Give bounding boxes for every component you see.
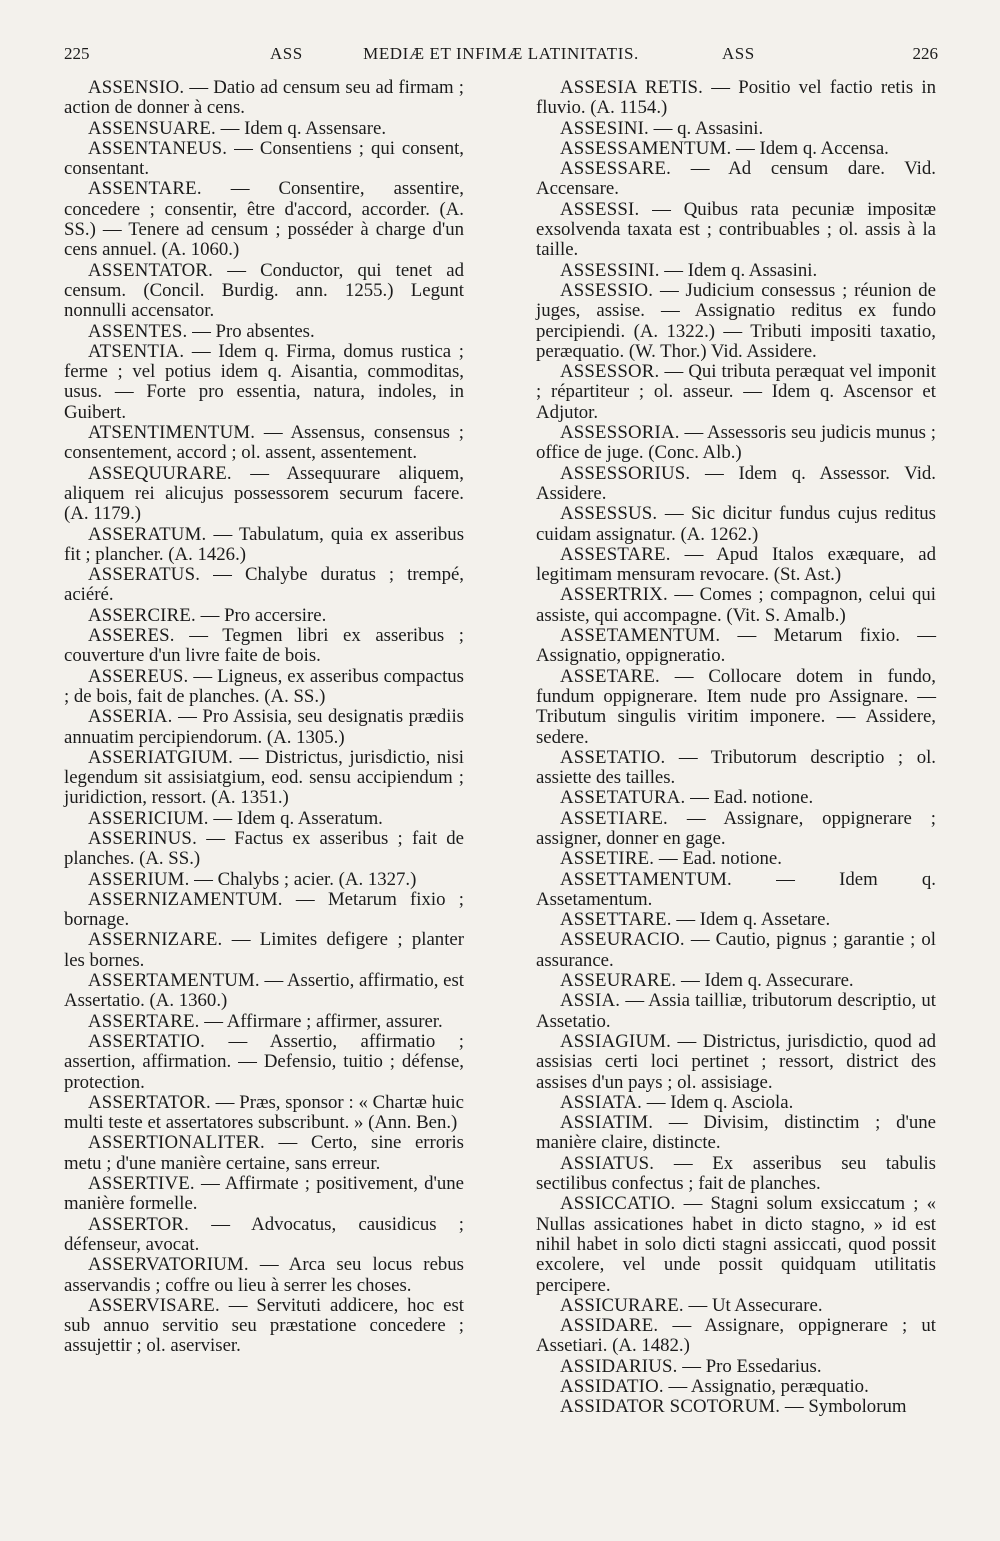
dictionary-entry — [536, 261, 936, 281]
entry-headword: ASSENTARE. — [88, 178, 202, 200]
entry-headword: ASSEQUURARE. — [88, 462, 232, 484]
dictionary-entry — [536, 930, 936, 971]
entry-headword: ASSIDATIO. — [560, 1376, 664, 1397]
entry-definition: — Ligneus, ex asseribus compactus ; de bois, fait de planches. (A. SS.) — [64, 665, 464, 707]
entry-definition: — Assia tailliæ, tributorum descriptio, ut Assetatio. — [536, 990, 936, 1032]
entry-headword: ASSESSORIA. — [560, 422, 680, 444]
entry-headword: ASSICURARE. — [560, 1294, 684, 1316]
entry-headword: ASSETTARE. — [560, 909, 672, 931]
entry-headword: ASSERIA. — [88, 706, 173, 728]
entry-headword: ATSENTIMENTUM. — [88, 422, 256, 444]
dictionary-entry — [64, 930, 464, 971]
entry-definition: — Tegmen libri ex asseribus ; couverture d'un livre faite de bois. — [64, 625, 464, 667]
dictionary-entry — [536, 788, 936, 808]
page-number-right: 226 — [912, 44, 938, 63]
entry-definition: — Præs, sponsor : « Chartæ huic multi teste et assertatores subscribunt. » (Ann. Ben.) — [64, 1091, 464, 1134]
entry-definition: — Certo, sine erroris metu ; d'une manière certaine, sans erreur. — [64, 1132, 464, 1174]
entry-definition: — Cautio, pignus ; garantie ; ol assurance. — [536, 929, 936, 971]
entry-headword: ASSIATIM. — [560, 1112, 654, 1134]
entry-headword: ASSERNIZARE. — [88, 929, 223, 951]
guide-word-left: ASS — [270, 44, 303, 63]
entry-definition: — Idem q. Assetamentum. — [536, 868, 936, 910]
entry-definition: — Collocare dotem in fundo, fundum oppignerare. Item nude pro Assignare. — Tributum singulis viritim imponere. — Assidere, sedere. — [536, 665, 936, 748]
dictionary-entry — [64, 890, 464, 931]
dictionary-entry — [536, 119, 936, 139]
entry-definition: — Chalybs ; acier. (A. 1327.) — [189, 868, 417, 890]
dictionary-entry — [64, 1255, 464, 1296]
dictionary-entry — [536, 504, 936, 545]
entry-definition: — Divisim, distinctim ; d'une manière claire, distincte. — [536, 1112, 936, 1154]
entry-headword: ASSERIUM. — [88, 868, 190, 890]
dictionary-entry — [64, 707, 464, 748]
entry-definition: — Assessoris seu judicis munus ; office de juge. (Conc. Alb.) — [536, 422, 936, 464]
entry-headword: ASSESSI. — [560, 198, 640, 220]
dictionary-entry — [64, 179, 464, 260]
dictionary-entry — [536, 991, 936, 1032]
running-title: MEDIÆ ET INFIMÆ LATINITATIS. — [363, 44, 639, 63]
entry-headword: ASSERTIVE. — [88, 1173, 195, 1195]
dictionary-entry — [64, 606, 464, 626]
entry-headword: ASSERTRIX. — [560, 584, 668, 606]
entry-headword: ASSERINUS. — [88, 827, 197, 849]
dictionary-entry — [536, 1113, 936, 1154]
entry-headword: ASSERTARE. — [88, 1010, 200, 1032]
entry-headword: ASSETTAMENTUM. — [560, 868, 732, 890]
entry-headword: ASSERTATIO. — [88, 1030, 205, 1052]
dictionary-entry — [536, 748, 936, 789]
entry-definition: — Idem q. Assessor. Vid. Assidere. — [536, 462, 936, 504]
dictionary-entry — [64, 971, 464, 1012]
entry-definition: — q. Assasini. — [648, 117, 764, 139]
entry-headword: ASSERVISARE. — [88, 1294, 220, 1316]
entry-definition: — Symbolorum — [780, 1396, 907, 1418]
entry-headword: ASSETIRE. — [560, 848, 655, 870]
entry-definition: — Ead. notione. — [685, 787, 814, 809]
entry-definition: — Conductor, qui tenet ad censum. (Concil. Burdig. ann. 1255.) Legunt nonnulli accensator. — [64, 259, 464, 322]
entry-headword: ASSIAGIUM. — [560, 1030, 672, 1052]
entry-definition: — Judicium consessus ; réunion de juges, assise. — Assignatio reditus ex fundo percipiendi. (A. 1322.) — Tributi impositi taxatio, peræquatio. (W. Thor.) Vid. Assidere. — [536, 279, 936, 362]
dictionary-entry — [536, 1397, 936, 1417]
dictionary-entry — [536, 139, 936, 159]
entry-headword: ASSENSIO. — [88, 77, 185, 98]
dictionary-entry — [536, 362, 936, 423]
dictionary-entry — [64, 870, 464, 890]
entry-definition: — Idem q. Assecurare. — [676, 970, 854, 992]
entry-headword: ASSIATUS. — [560, 1152, 655, 1174]
dictionary-entry — [536, 667, 936, 748]
entry-definition: — Pro Essedarius. — [677, 1355, 822, 1377]
entry-definition: — Arca seu locus rebus asservandis ; coffre ou lieu à serrer les choses. — [64, 1254, 464, 1296]
dictionary-entry — [536, 1032, 936, 1093]
entry-definition: — Assignare, oppignerare ; ut Assetiari. (A. 1482.) — [536, 1315, 936, 1357]
dictionary-entry — [536, 1357, 936, 1377]
entry-definition: — Chalybe duratus ; trempé, aciéré. — [64, 564, 464, 606]
dictionary-entry — [536, 159, 936, 200]
dictionary-entry — [536, 870, 936, 911]
entry-definition: — Pro Assisia, seu designatis prædiis annuatim percipiendorum. (A. 1305.) — [64, 706, 464, 748]
dictionary-entry — [64, 261, 464, 322]
entry-definition: — Factus ex asseribus ; fait de planches. (A. SS.) — [64, 827, 464, 870]
entry-headword: ASSESSAMENTUM. — [560, 137, 732, 159]
entry-definition: — Affirmate ; positivement, d'une manière formelle. — [64, 1173, 464, 1215]
entry-definition: — Apud Italos exæquare, ad legitimam mensuram revocare. (St. Ast.) — [536, 543, 936, 586]
right-column — [536, 78, 936, 1418]
entry-headword: ASSIDARE. — [560, 1315, 659, 1337]
dictionary-entry — [536, 1093, 936, 1113]
entry-definition: — Assensus, consensus ; consentement, accord ; ol. assent, assentement. — [64, 422, 464, 464]
dictionary-entry — [64, 342, 464, 423]
dictionary-entry — [64, 809, 464, 829]
dictionary-entry — [64, 139, 464, 180]
dictionary-entry — [536, 1316, 936, 1357]
entry-definition: — Districtus, jurisdictio, nisi legendum sit assisiatgium, eod. sensu accipiendum ; juridiction, ressort. (A. 1351.) — [64, 746, 464, 809]
entry-definition: — Idem q. Assensare. — [215, 117, 387, 139]
dictionary-entry — [64, 78, 464, 119]
entry-definition: — Metarum fixio. — Assignatio, oppigneratio. — [536, 625, 936, 667]
page-number-left: 225 — [64, 44, 90, 63]
dictionary-entry — [64, 1215, 464, 1256]
dictionary-entry — [536, 809, 936, 850]
entry-definition: — Servituti addicere, hoc est sub annuo servitio seu præstatione concedere ; assujettir ; ol. aserviser. — [64, 1294, 464, 1357]
entry-definition: — Idem q. Firma, domus rustica ; ferme ; vel potius idem q. Aisantia, commoditas, usus. — Forte pro essentia, natura, indoles, in Guibert. — [64, 340, 464, 423]
entry-definition: — Tabulatum, quia ex asseribus fit ; plancher. (A. 1426.) — [64, 523, 464, 565]
entry-definition: — Idem q. Assetare. — [671, 909, 831, 931]
entry-definition: — Affirmare ; affirmer, assurer. — [199, 1010, 443, 1032]
entry-definition: — Tributorum descriptio ; ol. assiette des tailles. — [536, 746, 936, 789]
dictionary-entry — [64, 829, 464, 870]
entry-definition: — Ead. notione. — [654, 848, 782, 870]
entry-definition: — Limites defigere ; planter les bornes. — [64, 929, 464, 971]
dictionary-entry — [536, 1296, 936, 1316]
dictionary-entry — [64, 1133, 464, 1174]
entry-headword: ASSIATA. — [560, 1091, 643, 1113]
entry-headword: ASSERATUM. — [88, 523, 207, 545]
entry-definition: — Ad censum dare. Vid. Accensare. — [536, 158, 936, 200]
entry-headword: ASSERTOR. — [88, 1213, 190, 1235]
entry-headword: ASSETAMENTUM. — [560, 625, 721, 647]
guide-word-right: ASS — [722, 44, 755, 63]
entry-headword: ASSESSOR. — [560, 361, 660, 383]
entry-definition: — Quibus rata pecuniæ impositæ exsolvenda taxata est ; contribuables ; ol. assis à la taille. — [536, 198, 936, 261]
entry-headword: ASSERATUS. — [88, 564, 201, 586]
dictionary-entry — [64, 1296, 464, 1357]
entry-definition: — Datio ad censum seu ad firmam ; action de donner à cens. — [64, 77, 464, 119]
entry-definition: — Ut Assecurare. — [683, 1294, 823, 1316]
dictionary-entry — [536, 626, 936, 667]
entry-headword: ASSETATURA. — [560, 787, 686, 809]
dictionary-entry — [64, 748, 464, 809]
dictionary-entry — [536, 1154, 936, 1195]
entry-definition: — Assertio, affirmatio, est Assertatio. (A. 1360.) — [64, 970, 464, 1012]
dictionary-entry — [64, 1012, 464, 1032]
dictionary-entry — [536, 971, 936, 991]
entry-headword: ASSERES. — [88, 625, 175, 647]
entry-headword: ASSIDATOR SCOTORUM. — [560, 1396, 781, 1418]
entry-headword: ASSERNIZAMENTUM. — [88, 888, 283, 910]
dictionary-entry — [64, 565, 464, 606]
dictionary-entry — [64, 1174, 464, 1215]
entry-headword: ASSENTES. — [88, 320, 188, 342]
entry-headword: ASSENTANEUS. — [88, 137, 228, 159]
dictionary-entry — [536, 545, 936, 586]
entry-headword: ASSESSARE. — [560, 158, 672, 180]
entry-definition: — Pro absentes. — [187, 320, 315, 342]
dictionary-entry — [536, 585, 936, 626]
entry-headword: ASSEURACIO. — [560, 929, 685, 951]
dictionary-entry — [536, 849, 936, 869]
entry-headword: ASSERICIUM. — [88, 807, 209, 829]
entry-headword: ASSETATIO. — [560, 746, 666, 768]
dictionary-entry — [64, 322, 464, 342]
dictionary-entry — [64, 626, 464, 667]
entry-headword: ASSERTIONALITER. — [88, 1132, 265, 1154]
dictionary-entry — [64, 464, 464, 525]
entry-headword: ASSESSUS. — [560, 503, 658, 525]
dictionary-entry — [64, 525, 464, 566]
entry-headword: ASSESINI. — [560, 117, 649, 139]
entry-headword: ASSENTATOR. — [88, 259, 214, 281]
entry-headword: ASSESSORIUS. — [560, 462, 691, 484]
entry-headword: ASSESTARE. — [560, 543, 671, 565]
dictionary-entry — [64, 1032, 464, 1093]
dictionary-entry — [64, 667, 464, 708]
entry-definition: — Assignare, oppignerare ; assigner, donner en gage. — [536, 807, 936, 849]
entry-definition: — Assignatio, peræquatio. — [663, 1376, 869, 1397]
entry-headword: ASSERCIRE. — [88, 604, 196, 626]
dictionary-entry — [536, 1194, 936, 1295]
entry-definition: — Idem q. Asseratum. — [208, 807, 383, 829]
entry-headword: ASSESIA RETIS. — [560, 77, 704, 98]
dictionary-entry — [64, 1093, 464, 1134]
entry-definition: — Pro accersire. — [195, 604, 327, 626]
entry-headword: ASSESSIO. — [560, 279, 654, 301]
entry-definition: — Assequurare aliquem, aliquem rei alicujus possessorem securum facere. (A. 1179.) — [64, 462, 464, 525]
entry-definition: — Idem q. Asciola. — [642, 1091, 794, 1113]
dictionary-entry — [536, 464, 936, 505]
dictionary-entry — [536, 423, 936, 464]
dictionary-entry — [536, 200, 936, 261]
running-header — [64, 44, 938, 72]
entry-definition: — Idem q. Assasini. — [659, 259, 818, 281]
dictionary-entry — [536, 1377, 936, 1397]
entry-definition: — Sic dicitur fundus cujus reditus cuidam assignatur. (A. 1262.) — [536, 503, 936, 545]
entry-definition: — Qui tributa peræquat vel imponit ; répartiteur ; ol. asseur. — Idem q. Ascensor et Adjutor. — [536, 361, 936, 423]
entry-headword: ASSICCATIO. — [560, 1193, 676, 1215]
entry-headword: ASSETARE. — [560, 665, 660, 687]
dictionary-entry — [64, 119, 464, 139]
entry-headword: ATSENTIA. — [88, 340, 185, 362]
entry-headword: ASSEURARE. — [560, 970, 677, 992]
left-column — [64, 78, 464, 1357]
entry-definition: — Stagni solum exsiccatum ; « Nullas assicationes habet in dicto stagno, » id est nihil habet in solo dicti stagni assiccati, quod possit excolere, vel unde possit quidquam utilitatis percipere. — [536, 1193, 936, 1296]
entry-headword: ASSERIATGIUM. — [88, 746, 234, 768]
dictionary-entry — [64, 423, 464, 464]
entry-definition: — Advocatus, causidicus ; défenseur, avocat. — [64, 1213, 464, 1255]
dictionary-entry — [536, 78, 936, 119]
entry-definition: — Positio vel factio retis in fluvio. (A. 1154.) — [536, 77, 936, 119]
entry-definition: — Assertio, affirmatio ; assertion, affirmation. — Defensio, tuitio ; défense, protection. — [64, 1030, 464, 1093]
entry-definition: — Metarum fixio ; bornage. — [64, 888, 464, 931]
entry-headword: ASSERVATORIUM. — [88, 1254, 249, 1276]
entry-headword: ASSETIARE. — [560, 807, 668, 829]
dictionary-entry — [536, 281, 936, 362]
entry-definition: — Consentire, assentire, concedere ; consentir, être d'accord, accorder. (A. SS.) — Tenere ad censum ; posséder à charge d'un cens annuel. (A. 1060.) — [64, 178, 464, 261]
entry-definition: — Comes ; compagnon, celui qui assiste, qui accompagne. (Vit. S. Amalb.) — [536, 584, 936, 626]
entry-headword: ASSERTAMENTUM. — [88, 970, 260, 992]
entry-definition: — Ex asseribus seu tabulis sectilibus confectus ; fait de planches. — [536, 1152, 936, 1195]
entry-headword: ASSERTATOR. — [88, 1091, 211, 1113]
entry-definition: — Districtus, jurisdictio, quod ad assisias certi loci pertinet ; ressort, district des assises d'un pays ; ol. assisiage. — [536, 1030, 936, 1093]
entry-headword: ASSESSINI. — [560, 259, 660, 281]
entry-headword: ASSIA. — [560, 990, 621, 1012]
dictionary-entry — [536, 910, 936, 930]
entry-headword: ASSENSUARE. — [88, 117, 216, 139]
entry-headword: ASSEREUS. — [88, 665, 189, 687]
entry-definition: — Consentiens ; qui consent, consentant. — [64, 137, 464, 180]
entry-headword: ASSIDARIUS. — [560, 1355, 678, 1377]
entry-definition: — Idem q. Accensa. — [731, 137, 889, 159]
